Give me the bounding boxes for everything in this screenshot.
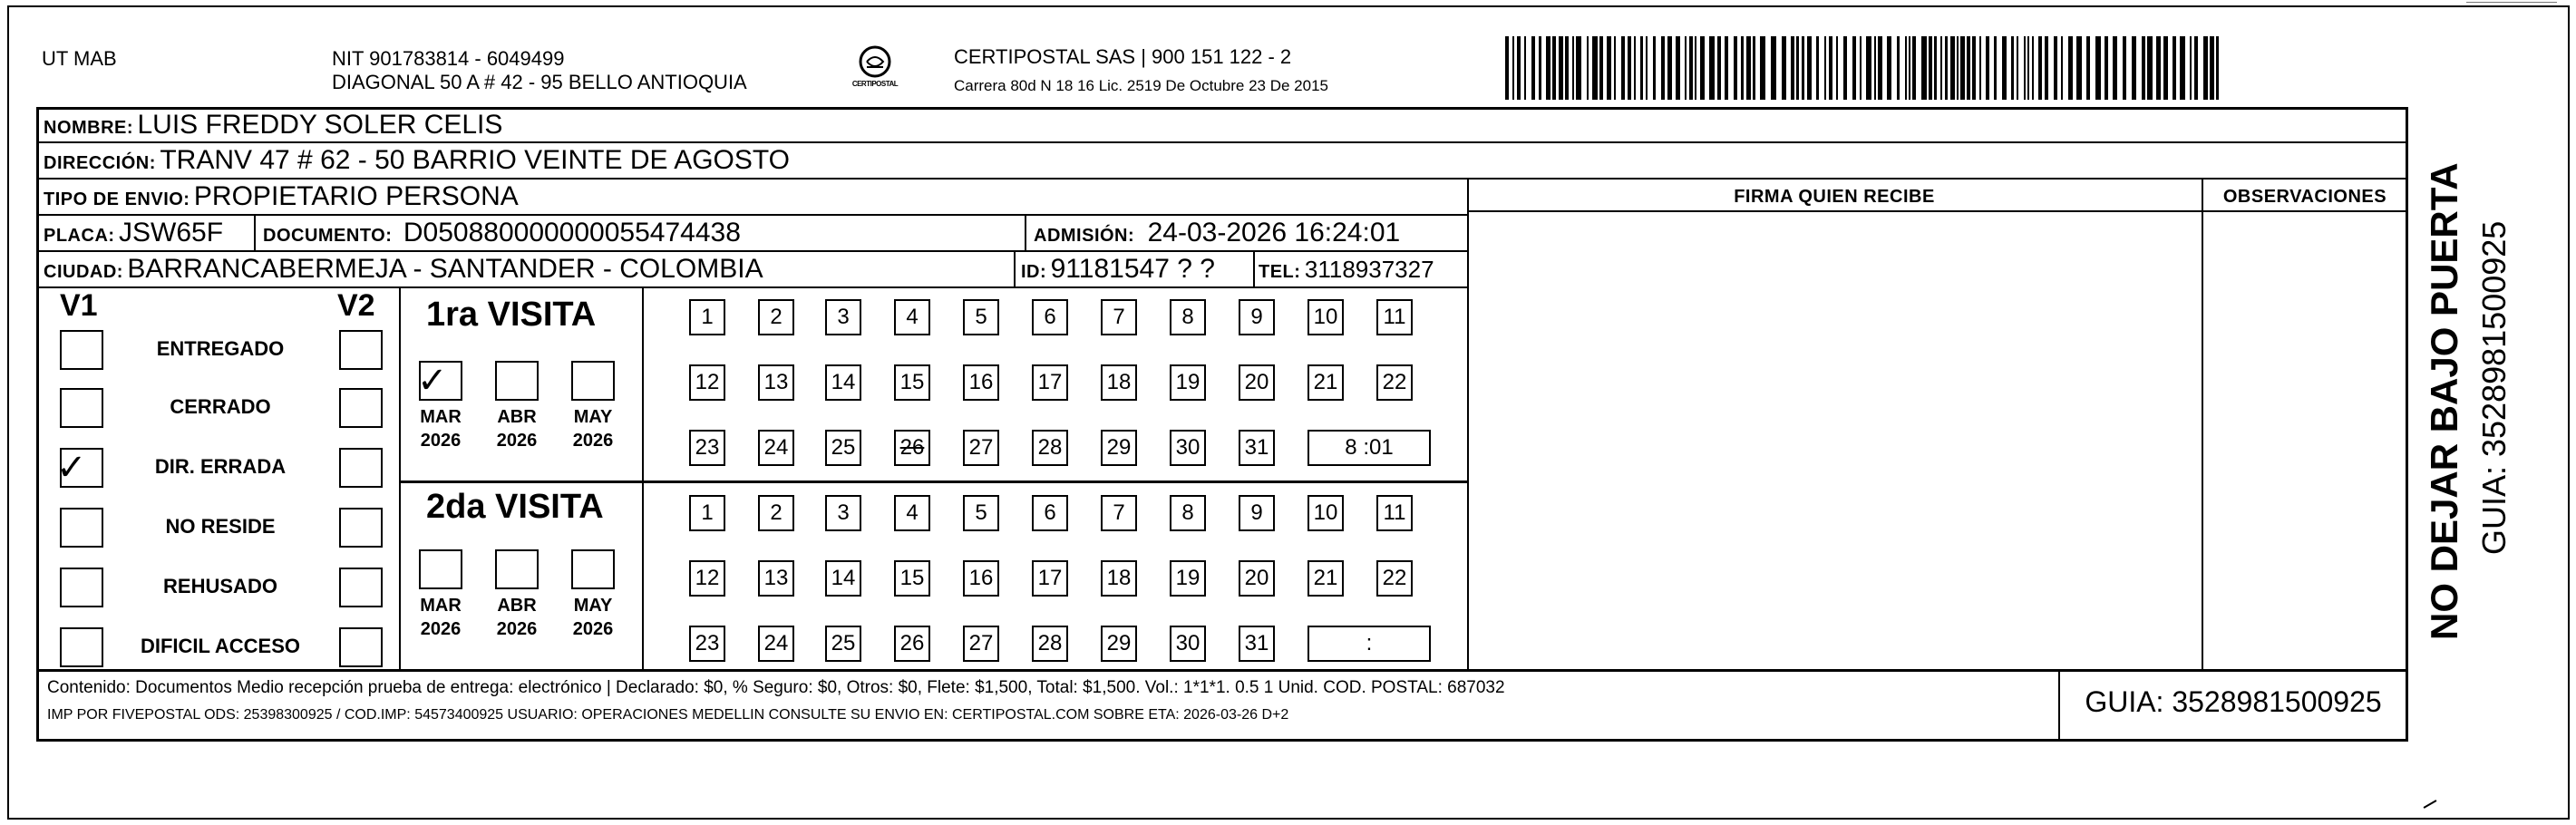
signature-header: FIRMA QUIEN RECIBE xyxy=(1734,187,1935,207)
barcode-bar xyxy=(2142,36,2145,100)
barcode-bar xyxy=(2147,36,2153,100)
barcode-bar xyxy=(1628,36,1631,100)
barcode-bar xyxy=(2017,36,2018,100)
day-box[interactable]: 17 xyxy=(1032,560,1068,597)
barcode-bar xyxy=(2194,36,2198,100)
footer-line xyxy=(36,669,2408,672)
barcode-bar xyxy=(2190,36,2192,100)
barcode-bar xyxy=(1646,36,1648,100)
day-box[interactable]: 5 xyxy=(963,299,999,335)
day-box[interactable]: 24 xyxy=(758,430,794,466)
barcode-bar xyxy=(2027,36,2029,100)
day-box[interactable]: 7 xyxy=(1101,299,1137,335)
sender-address: DIAGONAL 50 A # 42 - 95 BELLO ANTIOQUIA xyxy=(332,71,747,93)
barcode-bar xyxy=(2032,36,2034,100)
barcode-bar xyxy=(1878,36,1882,100)
name-row xyxy=(44,109,502,146)
barcode-bar xyxy=(2011,36,2014,100)
col-line xyxy=(1014,250,1016,286)
day-box[interactable]: 30 xyxy=(1170,430,1206,466)
day-box[interactable]: 14 xyxy=(825,560,861,597)
day-box[interactable]: 16 xyxy=(963,364,999,401)
day-box[interactable]: 11 xyxy=(1376,299,1413,335)
day-box[interactable]: 29 xyxy=(1101,430,1137,466)
barcode-bar xyxy=(1725,36,1728,100)
certipostal-logo xyxy=(843,42,907,96)
corner-mark xyxy=(2466,2,2557,3)
day-box[interactable]: 19 xyxy=(1170,560,1206,597)
recipient-name: LUIS FREDDY SOLER CELIS xyxy=(137,110,503,140)
day-box[interactable]: 12 xyxy=(689,364,725,401)
day-box[interactable]: 1 xyxy=(689,299,725,335)
id-label: ID: xyxy=(1021,262,1047,282)
barcode-bar xyxy=(1887,36,1891,100)
day-box[interactable]: 18 xyxy=(1101,560,1137,597)
day-box[interactable]: 4 xyxy=(894,495,930,531)
barcode-bar xyxy=(2076,36,2082,100)
barcode-bar xyxy=(1607,36,1611,100)
day-box[interactable]: 4 xyxy=(894,299,930,335)
check-mark: ✓ xyxy=(417,361,448,401)
barcode-bar xyxy=(2216,36,2219,100)
barcode-bar xyxy=(1695,36,1696,100)
check-mark: ✓ xyxy=(56,448,87,488)
month-checkbox[interactable] xyxy=(571,549,615,589)
v1-checkbox[interactable] xyxy=(60,627,103,667)
day-box[interactable]: 14 xyxy=(825,364,861,401)
observations-header: OBSERVACIONES xyxy=(2222,187,2387,207)
month-label: ABR xyxy=(497,407,537,427)
barcode-bar xyxy=(1592,36,1598,100)
side-guia: GUIA: 3528981500925 xyxy=(2475,220,2513,555)
day-box[interactable]: 25 xyxy=(825,430,861,466)
month-label: MAY xyxy=(573,407,613,427)
day-box[interactable]: 21 xyxy=(1307,560,1344,597)
barcode-bar xyxy=(1753,36,1755,100)
barcode-bar xyxy=(1505,36,1509,100)
barcode-bar xyxy=(1824,36,1826,100)
barcode-bar xyxy=(1565,36,1569,100)
v2-checkbox[interactable] xyxy=(339,508,383,548)
barcode-bar xyxy=(1546,36,1550,100)
v2-checkbox[interactable] xyxy=(339,388,383,428)
barcode-bar xyxy=(1994,36,1997,100)
barcode-bar xyxy=(1852,36,1856,100)
month-checkbox[interactable] xyxy=(419,549,462,589)
col-line xyxy=(399,286,401,669)
barcode-bar xyxy=(1653,36,1656,100)
barcode-bar xyxy=(1667,36,1672,100)
barcode-bar xyxy=(1689,36,1693,100)
status-option-label: CERRADO xyxy=(170,395,271,418)
row-line xyxy=(399,480,1467,483)
barcode-bar xyxy=(2095,36,2101,100)
day-box[interactable]: 15 xyxy=(894,560,930,597)
barcode-bar xyxy=(1912,36,1916,100)
time-box[interactable]: : xyxy=(1307,626,1431,662)
plate-cell xyxy=(44,217,223,254)
barcode-bar xyxy=(1746,36,1751,100)
barcode-bar xyxy=(1685,36,1687,100)
day-box[interactable]: 2 xyxy=(758,495,794,531)
barcode-bar xyxy=(1957,36,1959,100)
day-box[interactable]: 19 xyxy=(1170,364,1206,401)
barcode-bar xyxy=(1734,36,1737,100)
second-visit-title: 2da VISITA xyxy=(426,488,604,526)
barcode-bar xyxy=(1709,36,1715,100)
barcode-bar xyxy=(1986,36,1989,100)
day-box[interactable]: 20 xyxy=(1239,560,1275,597)
v1-checkbox[interactable] xyxy=(60,330,103,370)
day-box[interactable]: 12 xyxy=(689,560,725,597)
plate-value: JSW65F xyxy=(119,218,224,248)
month-year: 2026 xyxy=(572,431,614,451)
status-option-label: NO RESIDE xyxy=(165,515,276,538)
barcode-bar xyxy=(2054,36,2057,100)
barcode-bar xyxy=(2132,36,2136,100)
barcode-bar xyxy=(1897,36,1900,100)
day-box[interactable]: 10 xyxy=(1307,299,1344,335)
type-label: TIPO DE ENVIO: xyxy=(44,189,190,209)
barcode-bar xyxy=(2068,36,2073,100)
barcode-bar xyxy=(1782,36,1786,100)
barcode-bar xyxy=(1524,36,1526,100)
barcode-bar xyxy=(1972,36,1976,100)
month-label: MAR xyxy=(420,596,462,616)
day-box[interactable]: 28 xyxy=(1032,626,1068,662)
day-box[interactable]: 18 xyxy=(1101,364,1137,401)
month-year: 2026 xyxy=(496,431,538,451)
status-option-label: ENTREGADO xyxy=(156,337,285,360)
day-box[interactable]: 31 xyxy=(1239,626,1275,662)
barcode-bar xyxy=(1950,36,1955,100)
day-box[interactable]: 20 xyxy=(1239,364,1275,401)
footer-contents: Contenido: Documentos Medio recepción prueba de entrega: electrónico | Declarado: $0, % Seguro: $0, Otros: $0, Flete: $1,500, Total: $1,500. Vol.: 1*1*1. 0.5 1 Unid. COD. POSTAL: 687032 xyxy=(47,678,1505,697)
no-under-door-warning: NO DEJAR BAJO PUERTA xyxy=(2423,162,2465,640)
month-label: MAY xyxy=(573,596,613,616)
barcode-bar xyxy=(1760,36,1765,100)
address-label: DIRECCIÓN: xyxy=(44,153,156,173)
sender-nit: NIT 901783814 - 6049499 xyxy=(332,47,565,70)
day-box[interactable]: 17 xyxy=(1032,364,1068,401)
recipient-address: TRANV 47 # 62 - 50 BARRIO VEINTE DE AGOSTO xyxy=(160,145,791,175)
city-cell xyxy=(44,253,763,290)
v1-checkbox[interactable] xyxy=(60,508,103,548)
col-line xyxy=(1025,214,1026,250)
day-box[interactable]: 10 xyxy=(1307,495,1344,531)
day-box[interactable]: 27 xyxy=(963,430,999,466)
address-row xyxy=(44,144,790,181)
month-year: 2026 xyxy=(420,431,462,451)
status-option-label: REHUSADO xyxy=(163,575,277,597)
barcode-bar xyxy=(1960,36,1965,100)
day-box[interactable]: 9 xyxy=(1239,495,1275,531)
barcode-bar xyxy=(1559,36,1563,100)
barcode-bar xyxy=(1717,36,1721,100)
barcode-bar xyxy=(1552,36,1556,100)
barcode-bar xyxy=(1905,36,1907,100)
tel-cell xyxy=(1259,253,1434,290)
day-box[interactable]: 30 xyxy=(1170,626,1206,662)
day-box[interactable]: 13 xyxy=(758,364,794,401)
time-box[interactable]: 8 :01 xyxy=(1307,430,1431,466)
month-year: 2026 xyxy=(496,619,538,639)
barcode-bar xyxy=(1802,36,1804,100)
day-box[interactable]: 21 xyxy=(1307,364,1344,401)
city-label: CIUDAD: xyxy=(44,262,123,282)
v2-checkbox[interactable] xyxy=(339,568,383,607)
barcode-bar xyxy=(1576,36,1581,100)
v2-checkbox[interactable] xyxy=(339,330,383,370)
shipment-type: PROPIETARIO PERSONA xyxy=(193,181,519,211)
barcode-bar xyxy=(2113,36,2117,100)
barcode-bar xyxy=(1517,36,1521,100)
barcode-bar xyxy=(1640,36,1643,100)
day-box[interactable]: 8 xyxy=(1170,299,1206,335)
barcode-bar xyxy=(1531,36,1535,100)
barcode-bar xyxy=(2163,36,2168,100)
document-cell xyxy=(263,217,741,254)
barcode-bar xyxy=(1796,36,1799,100)
barcode-bar xyxy=(2038,36,2042,100)
barcode-bar xyxy=(2105,36,2108,100)
v1-checkbox[interactable] xyxy=(60,388,103,428)
tel-label: TEL: xyxy=(1259,262,1301,282)
v2-checkbox[interactable] xyxy=(339,627,383,667)
document-value: D050880000000055474438 xyxy=(403,218,741,248)
day-box[interactable]: 24 xyxy=(758,626,794,662)
barcode-bar xyxy=(1621,36,1625,100)
v2-checkbox[interactable] xyxy=(339,448,383,488)
barcode-bar xyxy=(1700,36,1705,100)
day-box[interactable]: 6 xyxy=(1032,495,1068,531)
day-box[interactable]: 29 xyxy=(1101,626,1137,662)
barcode-bar xyxy=(1874,36,1876,100)
month-checkbox[interactable] xyxy=(495,361,539,401)
v1-checkbox[interactable] xyxy=(60,568,103,607)
month-label: ABR xyxy=(497,596,537,616)
id-value: 91181547 ? ? xyxy=(1050,254,1215,284)
city-value: BARRANCABERMEJA - SANTANDER - COLOMBIA xyxy=(127,254,763,284)
day-box[interactable]: 22 xyxy=(1376,364,1413,401)
day-box[interactable]: 15 xyxy=(894,364,930,401)
barcode-bar xyxy=(2086,36,2090,100)
day-box[interactable]: 9 xyxy=(1239,299,1275,335)
barcode-bar xyxy=(1829,36,1832,100)
document-label: DOCUMENTO: xyxy=(263,226,393,246)
barcode-bar xyxy=(1816,36,1819,100)
day-box[interactable]: 1 xyxy=(689,495,725,531)
barcode-bar xyxy=(2156,36,2161,100)
barcode-bar xyxy=(1614,36,1616,100)
barcode-bar xyxy=(1572,36,1574,100)
barcode-bar xyxy=(2173,36,2176,100)
day-box[interactable]: 11 xyxy=(1376,495,1413,531)
v2-label: V2 xyxy=(337,288,375,323)
day-box[interactable]: 28 xyxy=(1032,430,1068,466)
barcode-bar xyxy=(2203,36,2208,100)
month-label: MAR xyxy=(420,407,462,427)
col-line xyxy=(1467,178,1469,671)
day-box[interactable]: 27 xyxy=(963,626,999,662)
v1-label: V1 xyxy=(60,288,98,323)
col-line xyxy=(254,214,256,250)
footer-guia: GUIA: 3528981500925 xyxy=(2085,685,2382,718)
first-visit-title: 1ra VISITA xyxy=(426,296,597,334)
day-box[interactable]: 25 xyxy=(825,626,861,662)
barcode-bar xyxy=(1807,36,1812,100)
barcode-bar xyxy=(1940,36,1942,100)
row-line xyxy=(1467,210,2408,212)
barcode-bar xyxy=(2002,36,2007,100)
barcode-bar xyxy=(1945,36,1948,100)
col-line xyxy=(2202,178,2203,671)
company-address: Carrera 80d N 18 16 Lic. 2519 De Octubre 23 De 2015 xyxy=(954,77,1328,94)
footer-print-info: IMP POR FIVEPOSTAL ODS: 25398300925 / COD.IMP: 54573400925 USUARIO: OPERACIONES MEDELLIN CONSULTE SU ENVIO EN: CERTIPOSTAL.COM SOBRE ETA: 2026-03-26 D+2 xyxy=(47,707,1289,723)
admission-value: 24-03-2026 16:24:01 xyxy=(1147,218,1401,248)
col-line xyxy=(1253,250,1255,286)
day-box[interactable]: 26 xyxy=(894,430,930,466)
tel-value: 3118937327 xyxy=(1304,256,1434,283)
logo-text: CERTIPOSTAL xyxy=(851,80,899,88)
barcode-bar xyxy=(2061,36,2063,100)
barcode-bar xyxy=(1979,36,1981,100)
day-box[interactable]: 23 xyxy=(689,430,725,466)
day-box[interactable]: 5 xyxy=(963,495,999,531)
barcode-bar xyxy=(1791,36,1794,100)
status-option-label: DIR. ERRADA xyxy=(154,455,287,478)
id-cell xyxy=(1021,253,1215,290)
plate-label: PLACA: xyxy=(44,226,115,246)
barcode-bar xyxy=(1741,36,1744,100)
day-box[interactable]: 3 xyxy=(825,299,861,335)
barcode-bar xyxy=(2123,36,2126,100)
sender-code: UT MAB xyxy=(42,47,117,70)
day-box[interactable]: 6 xyxy=(1032,299,1068,335)
barcode-bar xyxy=(1539,36,1541,100)
barcode-bar xyxy=(1934,36,1937,100)
month-year: 2026 xyxy=(420,619,462,639)
month-checkbox[interactable] xyxy=(571,361,615,401)
day-box[interactable]: 23 xyxy=(689,626,725,662)
barcode-bar xyxy=(1860,36,1862,100)
barcode-bar xyxy=(2024,36,2026,100)
col-line xyxy=(642,286,644,669)
barcode-bar xyxy=(1599,36,1603,100)
month-checkbox[interactable] xyxy=(495,549,539,589)
day-box[interactable]: 8 xyxy=(1170,495,1206,531)
status-option-label: DIFICIL ACCESO xyxy=(140,635,300,657)
day-box[interactable]: 2 xyxy=(758,299,794,335)
day-box[interactable]: 13 xyxy=(758,560,794,597)
barcode-bar xyxy=(1634,36,1636,100)
barcode-bar xyxy=(2180,36,2185,100)
barcode-bar xyxy=(1771,36,1776,100)
barcode-bar xyxy=(1843,36,1847,100)
barcode xyxy=(1505,36,2231,100)
day-box[interactable]: 26 xyxy=(894,626,930,662)
barcode-bar xyxy=(1909,36,1910,100)
barcode-bar xyxy=(1587,36,1589,100)
admission-cell xyxy=(1034,217,1400,254)
barcode-bar xyxy=(1866,36,1871,100)
day-box[interactable]: 7 xyxy=(1101,495,1137,531)
barcode-bar xyxy=(1929,36,1932,100)
day-box[interactable]: 31 xyxy=(1239,430,1275,466)
barcode-bar xyxy=(1967,36,1970,100)
type-row xyxy=(44,180,519,218)
name-label: NOMBRE: xyxy=(44,118,134,138)
admission-label: ADMISIÓN: xyxy=(1034,226,1135,246)
barcode-bar xyxy=(1836,36,1838,100)
company-name: CERTIPOSTAL SAS | 900 151 122 - 2 xyxy=(954,45,1292,68)
barcode-bar xyxy=(2045,36,2048,100)
day-box[interactable]: 22 xyxy=(1376,560,1413,597)
day-box[interactable]: 3 xyxy=(825,495,861,531)
day-box[interactable]: 16 xyxy=(963,560,999,597)
barcode-bar xyxy=(1921,36,1927,100)
barcode-bar xyxy=(2210,36,2214,100)
barcode-bar xyxy=(1512,36,1514,100)
month-year: 2026 xyxy=(572,619,614,639)
barcode-bar xyxy=(1661,36,1665,100)
barcode-bar xyxy=(1676,36,1680,100)
